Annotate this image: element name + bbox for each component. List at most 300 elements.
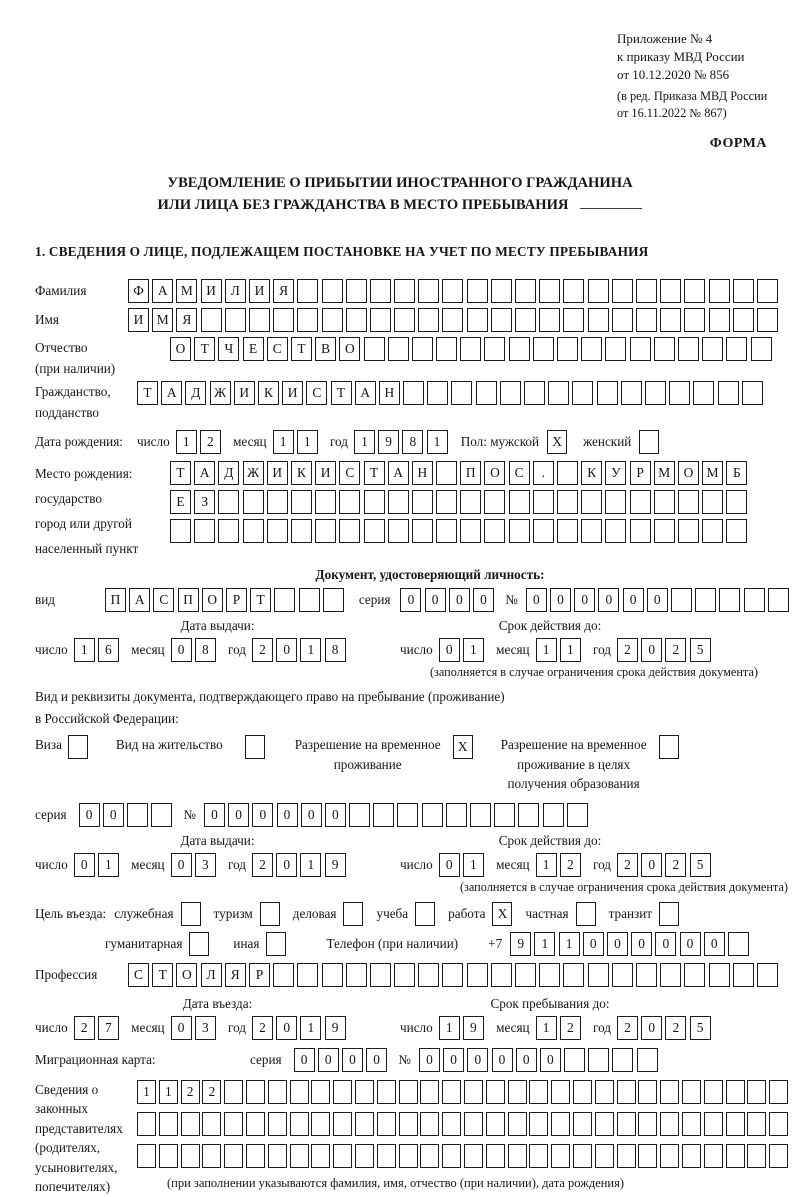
char-box[interactable]	[726, 1112, 745, 1136]
char-box[interactable]: 0	[342, 1048, 363, 1072]
char-box[interactable]	[630, 519, 651, 543]
char-box[interactable]	[769, 1080, 788, 1104]
char-box[interactable]	[491, 279, 512, 303]
char-box[interactable]	[595, 1112, 614, 1136]
char-box[interactable]	[630, 337, 651, 361]
residence-permit-checkbox[interactable]	[245, 735, 265, 759]
char-box[interactable]: П	[460, 461, 481, 485]
char-box[interactable]	[509, 490, 530, 514]
char-box[interactable]	[394, 279, 415, 303]
char-box[interactable]: О	[339, 337, 360, 361]
char-box[interactable]	[638, 1080, 657, 1104]
char-box[interactable]	[636, 279, 657, 303]
char-box[interactable]: 0	[583, 932, 604, 956]
char-box[interactable]: Т	[194, 337, 215, 361]
char-box[interactable]	[709, 279, 730, 303]
char-box[interactable]: К	[258, 381, 279, 405]
char-box[interactable]: 2	[200, 430, 221, 454]
char-box[interactable]	[412, 490, 433, 514]
char-box[interactable]: Т	[364, 461, 385, 485]
char-box[interactable]: 0	[704, 932, 725, 956]
char-box[interactable]: А	[194, 461, 215, 485]
char-box[interactable]	[268, 1112, 287, 1136]
char-box[interactable]: 9	[325, 853, 346, 877]
char-box[interactable]: 0	[252, 803, 273, 827]
char-box[interactable]	[460, 490, 481, 514]
char-box[interactable]: 1	[463, 638, 484, 662]
char-box[interactable]: 2	[617, 853, 638, 877]
char-box[interactable]: 0	[473, 588, 494, 612]
char-box[interactable]	[581, 519, 602, 543]
char-box[interactable]	[484, 519, 505, 543]
char-box[interactable]	[297, 963, 318, 987]
char-box[interactable]: А	[161, 381, 182, 405]
char-box[interactable]	[268, 1144, 287, 1168]
char-box[interactable]	[218, 490, 239, 514]
char-box[interactable]	[202, 1112, 221, 1136]
char-box[interactable]	[311, 1144, 330, 1168]
char-box[interactable]	[551, 1080, 570, 1104]
char-box[interactable]: 2	[617, 1016, 638, 1040]
char-box[interactable]	[637, 1048, 658, 1072]
char-box[interactable]	[299, 588, 320, 612]
char-box[interactable]: Т	[152, 963, 173, 987]
char-box[interactable]: Б	[726, 461, 747, 485]
char-box[interactable]: 0	[439, 853, 460, 877]
char-box[interactable]: 1	[74, 638, 95, 662]
char-box[interactable]	[202, 1144, 221, 1168]
char-box[interactable]: Е	[243, 337, 264, 361]
char-box[interactable]: Т	[331, 381, 352, 405]
char-box[interactable]: 0	[443, 1048, 464, 1072]
char-box[interactable]	[377, 1080, 396, 1104]
purpose-study-checkbox[interactable]	[415, 902, 435, 926]
char-box[interactable]	[370, 963, 391, 987]
char-box[interactable]	[726, 1080, 745, 1104]
char-box[interactable]	[181, 1144, 200, 1168]
char-box[interactable]: 1	[159, 1080, 178, 1104]
char-box[interactable]	[267, 490, 288, 514]
char-box[interactable]: 0	[276, 853, 297, 877]
purpose-official-checkbox[interactable]	[181, 902, 201, 926]
char-box[interactable]	[418, 308, 439, 332]
char-box[interactable]	[127, 803, 148, 827]
char-box[interactable]	[137, 1144, 156, 1168]
char-box[interactable]: 9	[463, 1016, 484, 1040]
char-box[interactable]: 1	[463, 853, 484, 877]
char-box[interactable]: Н	[412, 461, 433, 485]
char-box[interactable]: 0	[641, 853, 662, 877]
char-box[interactable]: О	[170, 337, 191, 361]
char-box[interactable]	[201, 308, 222, 332]
char-box[interactable]	[563, 279, 584, 303]
char-box[interactable]: О	[678, 461, 699, 485]
char-box[interactable]: 0	[449, 588, 470, 612]
char-box[interactable]: 7	[98, 1016, 119, 1040]
char-box[interactable]	[243, 490, 264, 514]
char-box[interactable]: 0	[400, 588, 421, 612]
char-box[interactable]	[418, 279, 439, 303]
char-box[interactable]: И	[234, 381, 255, 405]
char-box[interactable]	[588, 963, 609, 987]
char-box[interactable]: Д	[185, 381, 206, 405]
temp-residence-checkbox[interactable]: X	[453, 735, 473, 759]
char-box[interactable]	[436, 519, 457, 543]
char-box[interactable]	[518, 803, 539, 827]
char-box[interactable]	[486, 1080, 505, 1104]
char-box[interactable]	[460, 337, 481, 361]
char-box[interactable]	[322, 308, 343, 332]
char-box[interactable]	[573, 1144, 592, 1168]
char-box[interactable]	[451, 381, 472, 405]
char-box[interactable]: 0	[171, 638, 192, 662]
char-box[interactable]	[377, 1112, 396, 1136]
char-box[interactable]	[573, 1112, 592, 1136]
char-box[interactable]	[322, 279, 343, 303]
char-box[interactable]	[442, 308, 463, 332]
char-box[interactable]: 2	[665, 853, 686, 877]
char-box[interactable]: 0	[631, 932, 652, 956]
char-box[interactable]: 2	[74, 1016, 95, 1040]
char-box[interactable]: В	[315, 337, 336, 361]
char-box[interactable]	[436, 337, 457, 361]
char-box[interactable]	[346, 963, 367, 987]
char-box[interactable]	[588, 279, 609, 303]
char-box[interactable]	[442, 1080, 461, 1104]
char-box[interactable]	[660, 1144, 679, 1168]
char-box[interactable]: 5	[690, 853, 711, 877]
char-box[interactable]: 1	[300, 1016, 321, 1040]
char-box[interactable]	[464, 1080, 483, 1104]
char-box[interactable]: 2	[252, 638, 273, 662]
char-box[interactable]: 0	[103, 803, 124, 827]
char-box[interactable]: 1	[137, 1080, 156, 1104]
char-box[interactable]	[702, 337, 723, 361]
char-box[interactable]	[769, 1112, 788, 1136]
char-box[interactable]	[170, 519, 191, 543]
char-box[interactable]	[436, 490, 457, 514]
char-box[interactable]	[333, 1144, 352, 1168]
char-box[interactable]	[137, 1112, 156, 1136]
char-box[interactable]	[290, 1112, 309, 1136]
char-box[interactable]: М	[702, 461, 723, 485]
char-box[interactable]	[768, 588, 789, 612]
char-box[interactable]	[491, 963, 512, 987]
char-box[interactable]	[486, 1144, 505, 1168]
char-box[interactable]	[636, 308, 657, 332]
char-box[interactable]: Ж	[243, 461, 264, 485]
char-box[interactable]	[742, 381, 763, 405]
char-box[interactable]	[476, 381, 497, 405]
char-box[interactable]	[660, 1112, 679, 1136]
char-box[interactable]	[769, 1144, 788, 1168]
char-box[interactable]	[660, 279, 681, 303]
purpose-transit-checkbox[interactable]	[659, 902, 679, 926]
char-box[interactable]: 0	[276, 1016, 297, 1040]
char-box[interactable]	[682, 1144, 701, 1168]
char-box[interactable]	[605, 519, 626, 543]
purpose-tourism-checkbox[interactable]	[260, 902, 280, 926]
char-box[interactable]	[349, 803, 370, 827]
char-box[interactable]: М	[176, 279, 197, 303]
char-box[interactable]	[747, 1112, 766, 1136]
char-box[interactable]: 0	[680, 932, 701, 956]
char-box[interactable]	[645, 381, 666, 405]
purpose-private-checkbox[interactable]	[576, 902, 596, 926]
char-box[interactable]	[508, 1080, 527, 1104]
char-box[interactable]	[224, 1112, 243, 1136]
char-box[interactable]	[660, 1080, 679, 1104]
char-box[interactable]: П	[105, 588, 126, 612]
char-box[interactable]: 1	[536, 853, 557, 877]
char-box[interactable]	[323, 588, 344, 612]
char-box[interactable]	[427, 381, 448, 405]
char-box[interactable]: 2	[617, 638, 638, 662]
char-box[interactable]	[333, 1080, 352, 1104]
char-box[interactable]	[364, 519, 385, 543]
char-box[interactable]	[246, 1144, 265, 1168]
char-box[interactable]: 3	[195, 853, 216, 877]
char-box[interactable]	[420, 1112, 439, 1136]
char-box[interactable]	[702, 519, 723, 543]
char-box[interactable]	[464, 1144, 483, 1168]
char-box[interactable]: 9	[378, 430, 399, 454]
char-box[interactable]: И	[267, 461, 288, 485]
char-box[interactable]	[704, 1112, 723, 1136]
char-box[interactable]	[246, 1112, 265, 1136]
char-box[interactable]	[617, 1144, 636, 1168]
char-box[interactable]: 1	[560, 638, 581, 662]
char-box[interactable]: 1	[273, 430, 294, 454]
char-box[interactable]	[394, 963, 415, 987]
char-box[interactable]: Р	[226, 588, 247, 612]
char-box[interactable]	[726, 1144, 745, 1168]
char-box[interactable]: М	[152, 308, 173, 332]
char-box[interactable]	[709, 963, 730, 987]
char-box[interactable]	[486, 1112, 505, 1136]
char-box[interactable]	[243, 519, 264, 543]
char-box[interactable]: Ж	[210, 381, 231, 405]
char-box[interactable]	[355, 1112, 374, 1136]
char-box[interactable]	[588, 308, 609, 332]
char-box[interactable]: К	[581, 461, 602, 485]
char-box[interactable]	[678, 519, 699, 543]
char-box[interactable]: 0	[79, 803, 100, 827]
char-box[interactable]	[273, 963, 294, 987]
char-box[interactable]: 0	[655, 932, 676, 956]
char-box[interactable]: 1	[297, 430, 318, 454]
char-box[interactable]: 1	[559, 932, 580, 956]
char-box[interactable]	[612, 279, 633, 303]
char-box[interactable]	[605, 490, 626, 514]
char-box[interactable]: 1	[439, 1016, 460, 1040]
char-box[interactable]: Я	[176, 308, 197, 332]
char-box[interactable]	[533, 519, 554, 543]
char-box[interactable]	[660, 308, 681, 332]
char-box[interactable]: 1	[354, 430, 375, 454]
char-box[interactable]	[669, 381, 690, 405]
char-box[interactable]	[728, 932, 749, 956]
char-box[interactable]	[682, 1112, 701, 1136]
char-box[interactable]: 0	[276, 638, 297, 662]
char-box[interactable]	[491, 308, 512, 332]
char-box[interactable]: Ф	[128, 279, 149, 303]
char-box[interactable]: Т	[250, 588, 271, 612]
char-box[interactable]	[718, 381, 739, 405]
char-box[interactable]: 2	[252, 1016, 273, 1040]
char-box[interactable]: 0	[318, 1048, 339, 1072]
char-box[interactable]	[709, 308, 730, 332]
char-box[interactable]	[315, 490, 336, 514]
char-box[interactable]: А	[129, 588, 150, 612]
char-box[interactable]: 0	[301, 803, 322, 827]
char-box[interactable]	[726, 337, 747, 361]
char-box[interactable]	[412, 519, 433, 543]
char-box[interactable]	[418, 963, 439, 987]
char-box[interactable]	[159, 1112, 178, 1136]
char-box[interactable]: 0	[366, 1048, 387, 1072]
char-box[interactable]	[399, 1144, 418, 1168]
char-box[interactable]: 1	[300, 638, 321, 662]
char-box[interactable]	[364, 337, 385, 361]
char-box[interactable]: 8	[195, 638, 216, 662]
char-box[interactable]	[557, 461, 578, 485]
char-box[interactable]: 5	[690, 638, 711, 662]
char-box[interactable]	[442, 1144, 461, 1168]
char-box[interactable]	[543, 803, 564, 827]
char-box[interactable]	[508, 1144, 527, 1168]
char-box[interactable]: 0	[425, 588, 446, 612]
char-box[interactable]: 0	[607, 932, 628, 956]
char-box[interactable]	[684, 963, 705, 987]
char-box[interactable]	[225, 308, 246, 332]
char-box[interactable]	[595, 1080, 614, 1104]
char-box[interactable]: 1	[536, 1016, 557, 1040]
char-box[interactable]: 0	[516, 1048, 537, 1072]
char-box[interactable]: Р	[249, 963, 270, 987]
char-box[interactable]: У	[605, 461, 626, 485]
char-box[interactable]	[509, 337, 530, 361]
char-box[interactable]	[563, 963, 584, 987]
char-box[interactable]	[612, 963, 633, 987]
char-box[interactable]	[693, 381, 714, 405]
char-box[interactable]	[733, 279, 754, 303]
char-box[interactable]	[630, 490, 651, 514]
purpose-other-checkbox[interactable]	[266, 932, 286, 956]
char-box[interactable]	[704, 1080, 723, 1104]
char-box[interactable]: 0	[171, 853, 192, 877]
char-box[interactable]	[682, 1080, 701, 1104]
char-box[interactable]: 0	[171, 1016, 192, 1040]
char-box[interactable]: 0	[228, 803, 249, 827]
char-box[interactable]: 0	[492, 1048, 513, 1072]
char-box[interactable]: О	[176, 963, 197, 987]
char-box[interactable]: Т	[137, 381, 158, 405]
char-box[interactable]	[412, 337, 433, 361]
char-box[interactable]	[394, 308, 415, 332]
char-box[interactable]	[733, 308, 754, 332]
char-box[interactable]: С	[509, 461, 530, 485]
char-box[interactable]: 9	[510, 932, 531, 956]
char-box[interactable]: Е	[170, 490, 191, 514]
char-box[interactable]: 0	[204, 803, 225, 827]
char-box[interactable]	[529, 1080, 548, 1104]
char-box[interactable]	[539, 279, 560, 303]
char-box[interactable]: 0	[74, 853, 95, 877]
char-box[interactable]	[399, 1112, 418, 1136]
char-box[interactable]	[297, 308, 318, 332]
char-box[interactable]: С	[128, 963, 149, 987]
char-box[interactable]: С	[306, 381, 327, 405]
char-box[interactable]	[494, 803, 515, 827]
char-box[interactable]	[460, 519, 481, 543]
char-box[interactable]	[581, 337, 602, 361]
char-box[interactable]	[524, 381, 545, 405]
char-box[interactable]: 0	[439, 638, 460, 662]
char-box[interactable]	[617, 1080, 636, 1104]
char-box[interactable]: 2	[560, 1016, 581, 1040]
char-box[interactable]: 5	[690, 1016, 711, 1040]
char-box[interactable]: К	[291, 461, 312, 485]
char-box[interactable]: И	[282, 381, 303, 405]
char-box[interactable]	[290, 1144, 309, 1168]
char-box[interactable]: 1	[534, 932, 555, 956]
char-box[interactable]	[373, 803, 394, 827]
char-box[interactable]	[291, 519, 312, 543]
char-box[interactable]: 0	[467, 1048, 488, 1072]
char-box[interactable]	[420, 1144, 439, 1168]
char-box[interactable]	[500, 381, 521, 405]
char-box[interactable]	[388, 519, 409, 543]
char-box[interactable]: 1	[300, 853, 321, 877]
char-box[interactable]	[744, 588, 765, 612]
char-box[interactable]	[436, 461, 457, 485]
char-box[interactable]	[181, 1112, 200, 1136]
char-box[interactable]: А	[355, 381, 376, 405]
char-box[interactable]	[388, 490, 409, 514]
char-box[interactable]	[719, 588, 740, 612]
char-box[interactable]	[515, 279, 536, 303]
char-box[interactable]	[442, 1112, 461, 1136]
char-box[interactable]: 1	[98, 853, 119, 877]
char-box[interactable]: 2	[181, 1080, 200, 1104]
char-box[interactable]	[695, 588, 716, 612]
purpose-work-checkbox[interactable]: X	[492, 902, 512, 926]
char-box[interactable]	[297, 279, 318, 303]
char-box[interactable]	[422, 803, 443, 827]
char-box[interactable]	[678, 337, 699, 361]
char-box[interactable]	[515, 963, 536, 987]
char-box[interactable]: 2	[560, 853, 581, 877]
char-box[interactable]	[515, 308, 536, 332]
char-box[interactable]	[218, 519, 239, 543]
char-box[interactable]	[747, 1144, 766, 1168]
char-box[interactable]	[291, 490, 312, 514]
char-box[interactable]: 8	[325, 638, 346, 662]
char-box[interactable]: 0	[550, 588, 571, 612]
char-box[interactable]: И	[128, 308, 149, 332]
char-box[interactable]	[467, 963, 488, 987]
char-box[interactable]: Л	[201, 963, 222, 987]
char-box[interactable]	[684, 279, 705, 303]
char-box[interactable]: Я	[225, 963, 246, 987]
char-box[interactable]	[702, 490, 723, 514]
char-box[interactable]: Р	[630, 461, 651, 485]
char-box[interactable]	[467, 279, 488, 303]
char-box[interactable]	[654, 337, 675, 361]
char-box[interactable]	[638, 1144, 657, 1168]
char-box[interactable]	[224, 1080, 243, 1104]
